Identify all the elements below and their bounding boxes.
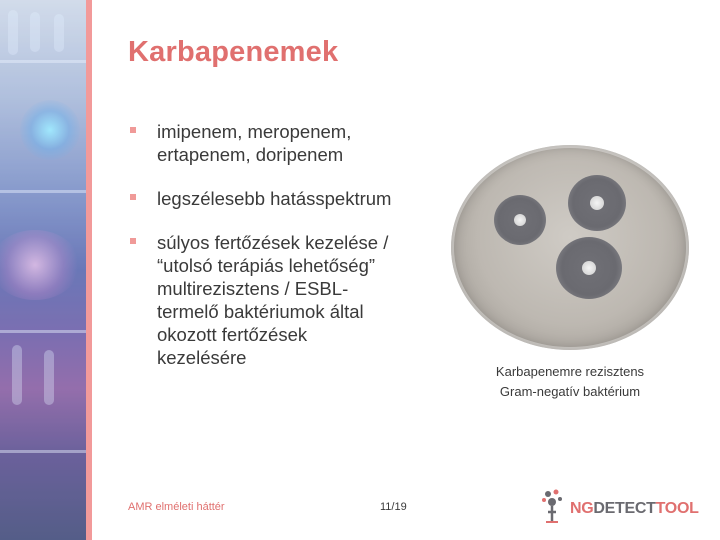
lab-background-image xyxy=(0,0,86,540)
page-number: 11/19 xyxy=(380,501,407,513)
bullet-square-icon xyxy=(130,194,136,200)
caption-line: Gram-negatív baktérium xyxy=(499,384,641,399)
ngdetectool-logo xyxy=(538,486,699,526)
bullet-line: multirezisztens / ESBL- xyxy=(157,278,349,299)
bullet-square-icon xyxy=(130,238,136,244)
bullet-list xyxy=(128,120,428,390)
bullet-square-icon xyxy=(130,127,136,133)
logo-wordmark: NGDETECTTOOL xyxy=(570,500,699,517)
image-caption xyxy=(470,362,670,402)
bullet-line: súlyos fertőzések kezelése / xyxy=(157,232,389,253)
bullet-item xyxy=(128,231,428,369)
logo-figure-icon xyxy=(538,486,568,526)
footer-text: AMR elméleti háttér xyxy=(128,501,225,513)
bullet-line: termelő baktériumok által xyxy=(157,301,364,322)
bullet-item xyxy=(128,120,428,166)
bullet-line: ertapenem, doripenem xyxy=(157,144,344,165)
bullet-line: imipenem, meropenem, xyxy=(157,121,352,142)
bullet-item xyxy=(128,187,428,210)
slide-title: Karbapenemek xyxy=(128,36,339,68)
bullet-line: okozott fertőzések xyxy=(157,324,308,345)
bullet-line: “utolsó terápiás lehetőség” xyxy=(157,255,376,276)
accent-bar xyxy=(86,0,92,540)
bullet-line: kezelésére xyxy=(157,347,247,368)
bullet-line: legszélesebb hatásspektrum xyxy=(157,188,392,209)
petri-dish-image xyxy=(451,145,689,350)
caption-line: Karbapenemre rezisztens xyxy=(495,364,645,379)
